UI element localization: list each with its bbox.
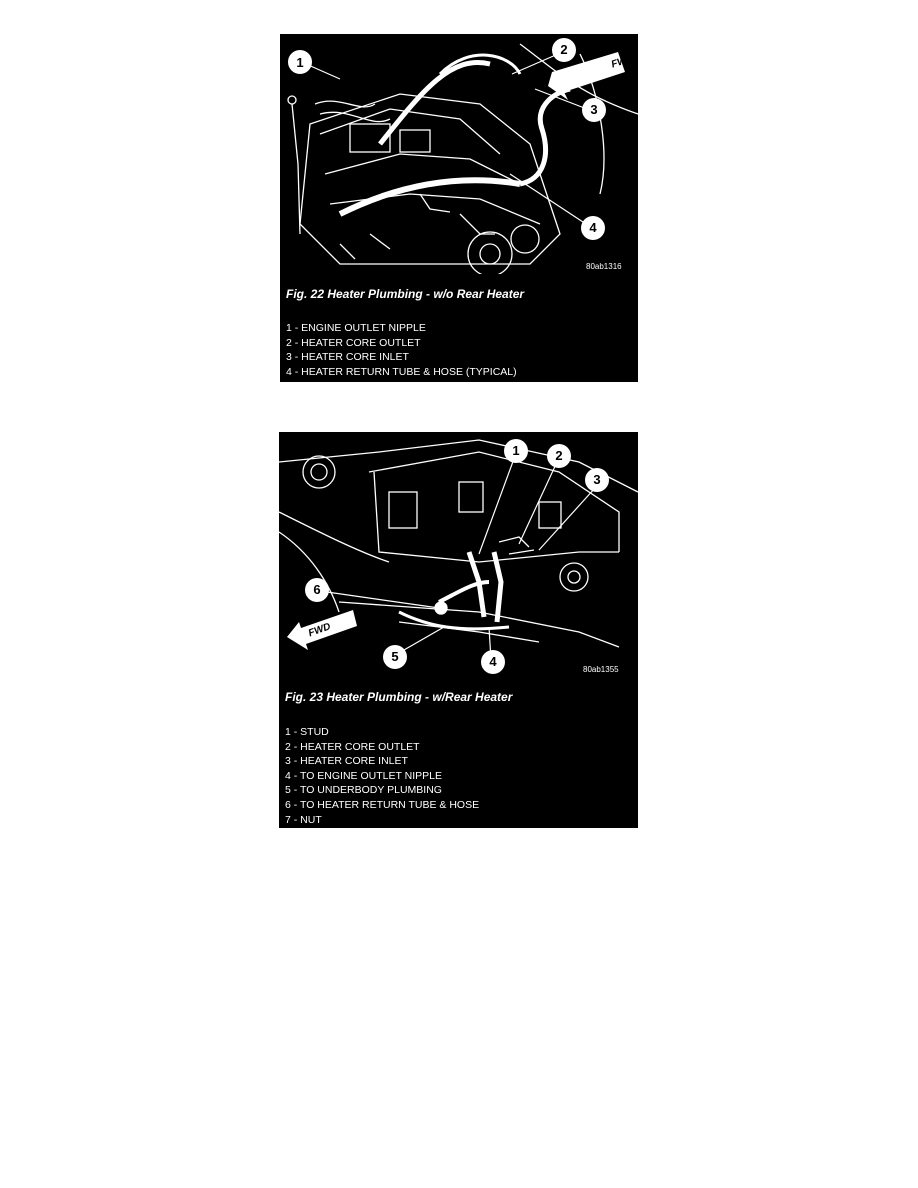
legend-item: 3 - HEATER CORE INLET — [286, 351, 409, 364]
legend-item: 2 - HEATER CORE OUTLET — [286, 336, 421, 349]
callout-6: 6 — [305, 578, 329, 602]
figure-23 — [279, 432, 638, 828]
legend-item: 7 - NUT — [285, 813, 322, 826]
legend-list — [286, 321, 517, 379]
fwd-label: FWD — [610, 52, 636, 71]
heater-plumbing-drawing-rear-heater — [279, 432, 638, 682]
callout-3: 3 — [582, 98, 606, 122]
callout-2: 2 — [547, 444, 571, 468]
legend-item: 1 - ENGINE OUTLET NIPPLE — [286, 322, 426, 334]
image-code: 80ab1355 — [583, 665, 619, 674]
legend-list — [285, 725, 479, 827]
callout-1: 1 — [288, 50, 312, 74]
callout-3: 3 — [585, 468, 609, 492]
callout-2: 2 — [552, 38, 576, 62]
callout-1: 1 — [504, 439, 528, 463]
legend-item: 4 - TO ENGINE OUTLET NIPPLE — [285, 769, 442, 782]
figure-22 — [280, 34, 638, 382]
legend-item: 4 - HEATER RETURN TUBE & HOSE (TYPICAL) — [286, 365, 517, 378]
callout-4: 4 — [481, 650, 505, 674]
callout-4: 4 — [581, 216, 605, 240]
fwd-label: FWD — [307, 621, 333, 640]
image-code: 80ab1316 — [586, 262, 622, 271]
heater-plumbing-drawing-no-rear-heater — [280, 34, 638, 274]
legend-item: 1 - STUD — [285, 726, 329, 738]
legend-item: 6 - TO HEATER RETURN TUBE & HOSE — [285, 798, 480, 811]
figure-caption: Fig. 22 Heater Plumbing - w/o Rear Heater — [286, 287, 525, 301]
legend-item: 2 - HEATER CORE OUTLET — [285, 740, 420, 753]
callout-5: 5 — [383, 645, 407, 669]
figure-caption: Fig. 23 Heater Plumbing - w/Rear Heater — [285, 690, 513, 704]
legend-item: 3 - HEATER CORE INLET — [285, 755, 408, 768]
legend-item: 5 - TO UNDERBODY PLUMBING — [285, 784, 442, 797]
